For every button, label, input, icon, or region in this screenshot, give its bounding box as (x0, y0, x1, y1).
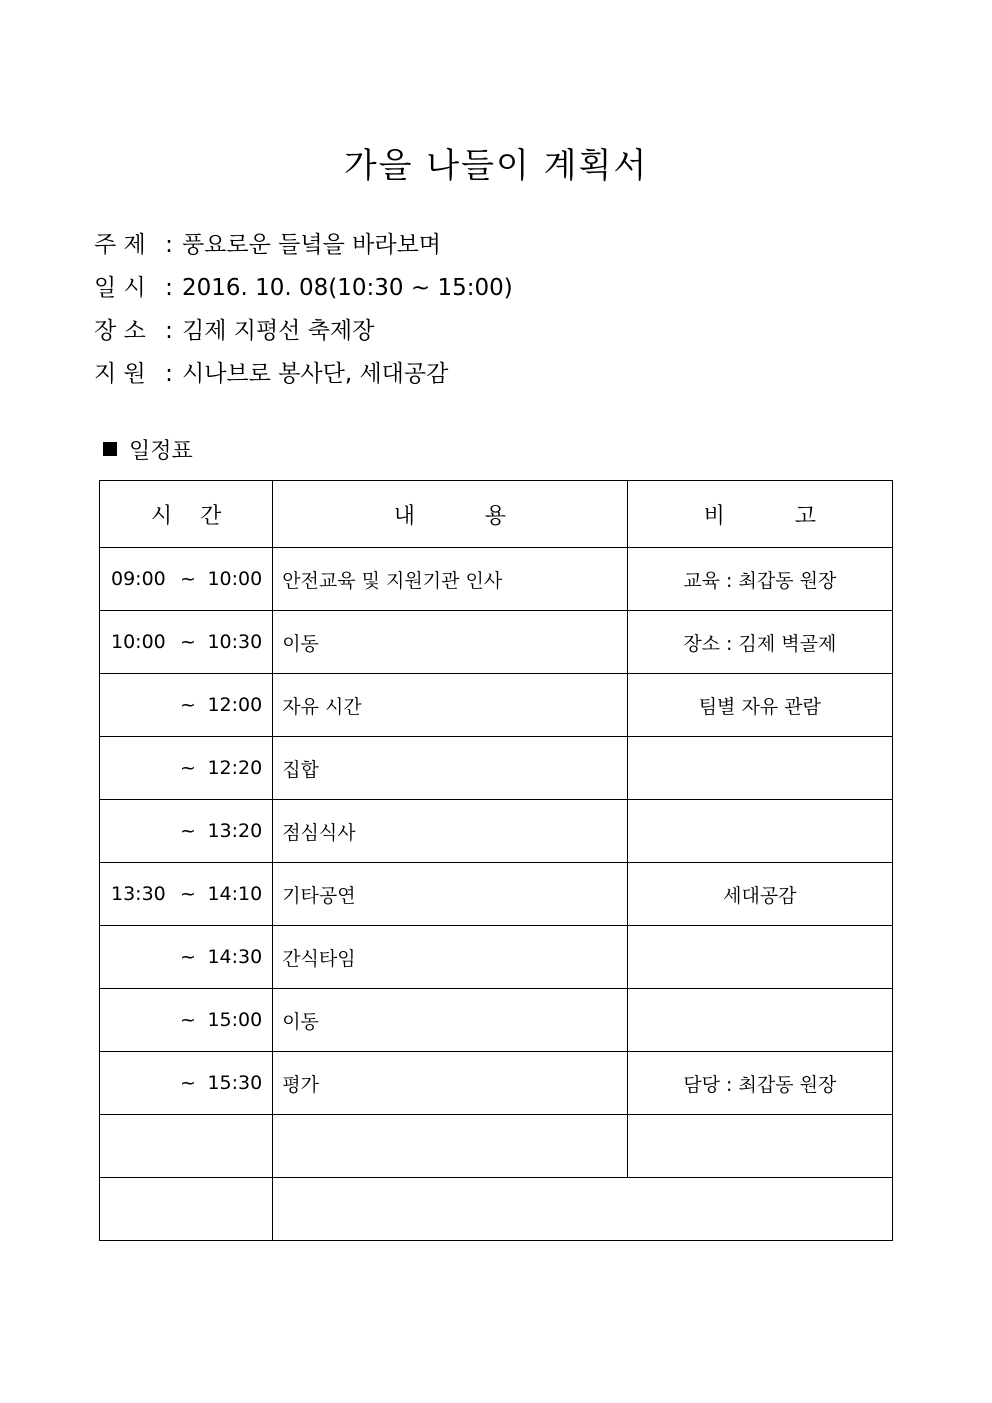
note-cell: 교육 : 최갑동 원장 (627, 548, 892, 611)
table-row (100, 1115, 893, 1178)
info-label: 지 원 (94, 361, 146, 387)
note-cell: 팀별 자유 관람 (627, 674, 892, 737)
time-start: 13:30 (111, 883, 166, 905)
info-label: 일 시 (94, 275, 146, 301)
table-row (100, 611, 893, 674)
time-start: 10:00 (111, 631, 166, 653)
time-cell (100, 674, 273, 737)
note-cell (627, 926, 892, 989)
time-cell (100, 1178, 273, 1241)
time-cell (100, 863, 273, 926)
content-cell: 평가 (273, 1052, 627, 1115)
header-note: 비 고 (627, 481, 892, 548)
time-tilde: ~ (180, 1009, 196, 1031)
info-separator: : (165, 361, 173, 387)
info-row-place (94, 314, 513, 357)
time-tilde: ~ (180, 757, 196, 779)
time-end: 10:30 (207, 631, 263, 653)
info-separator: : (165, 275, 173, 301)
info-row-topic (94, 228, 513, 271)
time-tilde: ~ (180, 946, 196, 968)
info-separator: : (165, 232, 173, 258)
content-cell: 집합 (273, 737, 627, 800)
table-header-row (100, 481, 893, 548)
schedule-table (99, 480, 893, 1241)
time-end: 13:20 (207, 820, 263, 842)
schedule-heading (103, 434, 193, 465)
time-cell (100, 1115, 273, 1178)
header-time: 시 간 (100, 481, 273, 548)
note-cell: 세대공감 (627, 863, 892, 926)
info-label: 장 소 (94, 318, 146, 344)
time-cell (100, 1052, 273, 1115)
info-value: 시나브로 봉사단, 세대공감 (182, 361, 449, 387)
document-title: 가을 나들이 계획서 (343, 146, 649, 186)
time-cell (100, 548, 273, 611)
time-tilde: ~ (180, 568, 196, 590)
time-end: 14:10 (207, 883, 263, 905)
note-cell (627, 1115, 892, 1178)
header-content: 내 용 (273, 481, 627, 548)
time-end: 15:00 (207, 1009, 263, 1031)
time-end: 14:30 (207, 946, 263, 968)
info-value: 김제 지평선 축제장 (182, 318, 375, 344)
table-row (100, 1052, 893, 1115)
note-cell: 담당 : 최갑동 원장 (627, 1052, 892, 1115)
merged-cell (273, 1178, 893, 1241)
content-cell: 기타공연 (273, 863, 627, 926)
time-cell (100, 989, 273, 1052)
time-cell (100, 926, 273, 989)
time-end: 12:20 (207, 757, 263, 779)
table-row (100, 737, 893, 800)
content-cell: 점심식사 (273, 800, 627, 863)
time-end: 10:00 (207, 568, 263, 590)
table-row (100, 989, 893, 1052)
time-cell (100, 737, 273, 800)
info-row-support (94, 357, 513, 400)
table-row (100, 800, 893, 863)
table-row (100, 674, 893, 737)
note-cell (627, 989, 892, 1052)
time-tilde: ~ (180, 694, 196, 716)
time-start: 09:00 (111, 568, 166, 590)
time-tilde: ~ (180, 883, 196, 905)
time-tilde: ~ (180, 820, 196, 842)
table-row (100, 863, 893, 926)
time-cell (100, 800, 273, 863)
time-tilde: ~ (180, 1072, 196, 1094)
content-cell: 간식타임 (273, 926, 627, 989)
info-value: 2016. 10. 08(10:30 ~ 15:00) (182, 275, 513, 301)
info-block (94, 228, 513, 400)
schedule-heading-label: 일정표 (129, 439, 193, 464)
square-bullet-icon (103, 442, 117, 456)
note-cell (627, 800, 892, 863)
time-end: 12:00 (207, 694, 263, 716)
content-cell: 이동 (273, 611, 627, 674)
table-row (100, 926, 893, 989)
content-cell (273, 1115, 627, 1178)
info-value: 풍요로운 들녘을 바라보며 (182, 232, 442, 258)
info-separator: : (165, 318, 173, 344)
time-end: 15:30 (207, 1072, 263, 1094)
info-label: 주 제 (94, 232, 146, 258)
content-cell: 이동 (273, 989, 627, 1052)
time-tilde: ~ (180, 631, 196, 653)
table-row (100, 1178, 893, 1241)
content-cell: 자유 시간 (273, 674, 627, 737)
time-cell (100, 611, 273, 674)
table-row (100, 548, 893, 611)
note-cell: 장소 : 김제 벽골제 (627, 611, 892, 674)
content-cell: 안전교육 및 지원기관 인사 (273, 548, 627, 611)
info-row-date (94, 271, 513, 314)
note-cell (627, 737, 892, 800)
